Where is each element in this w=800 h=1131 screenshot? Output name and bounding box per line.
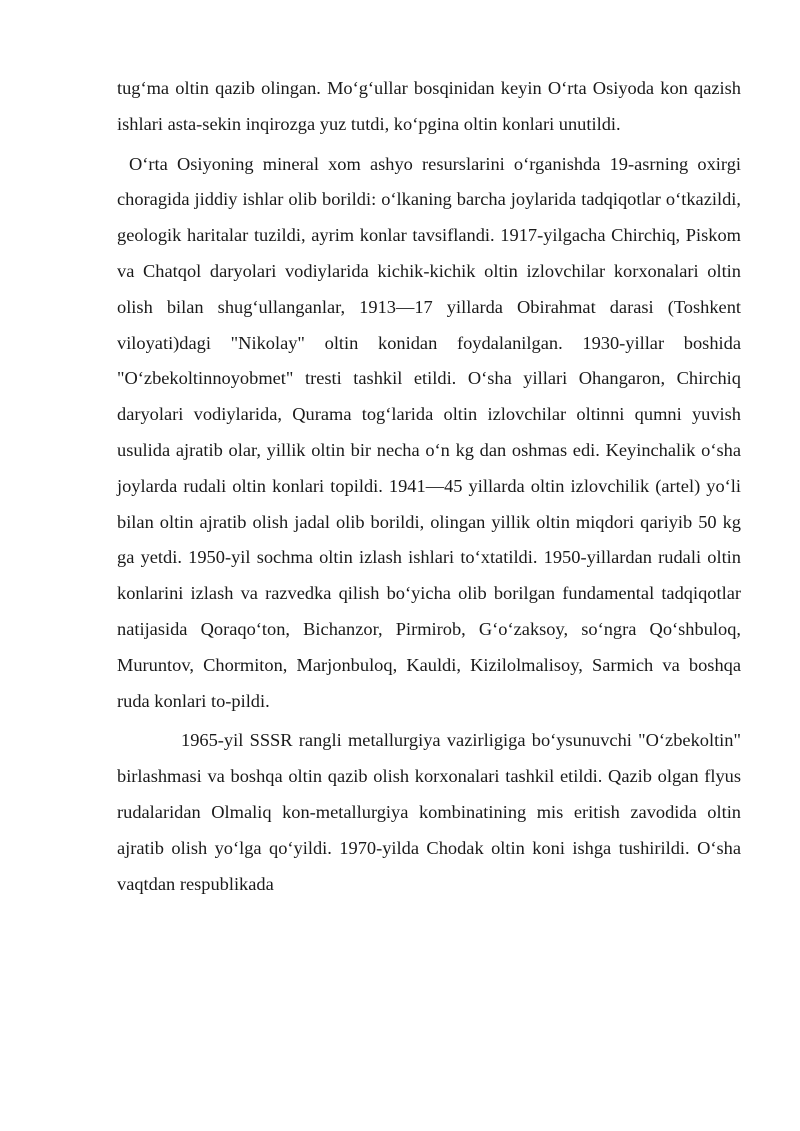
paragraph-mineral-resources: O‘rta Osiyoning mineral xom ashyo resurslarini o‘rganishda 19-asrning oxirgi choragida jiddiy ishlar olib borildi: o‘lkaning barcha joylarida tadqiqotlar o‘tkazildi, geologik haritalar tuzildi, ayrim konlar tavsiflandi. 1917-yilgacha Chirchiq, Piskom va Chatqol daryolari vodiylarida kichik-kichik oltin izlovchilar korxonalari oltin olish bilan shug‘ullanganlar, 1913—17 yillarda Obirahmat darasi (Toshkent viloyati)dagi "Nikolay" oltin konidan foydalanilgan. 1930-yillar boshida "O‘zbekoltinnoyobmet" tresti tashkil etildi. O‘sha yillari Ohangaron, Chirchiq daryolari vodiylarida, Qurama tog‘larida oltin izlovchilar oltinni qumni yuvish usulida ajratib olar, yillik oltin bir necha o‘n kg dan oshmas edi. Keyinchalik o‘sha joylarda rudali oltin konlari topildi. 1941—45 yillarda oltin izlovchilik (artel) yo‘li bilan oltin ajratib olish jadal olib borildi, olingan yillik oltin miqdori qariyib 50 kg ga yetdi. 1950-yil sochma oltin izlash ishlari to‘xtatildi. 1950-yillardan rudali oltin konlarini izlash va razvedka qilish bo‘yicha olib borilgan fundamental tadqiqotlar natijasida Qoraqo‘ton, Bichanzor, Pirmirob, G‘o‘zaksoy, so‘ngra Qo‘shbuloq, Muruntov, Chormiton, Marjonbuloq, Kauldi, Kizilolmalisoy, Sarmich va boshqa ruda konlari to-pildi. (117, 153, 741, 711)
document-page (117, 71, 741, 902)
paragraph-continuation: tug‘ma oltin qazib olingan. Mo‘g‘ullar bosqinidan keyin O‘rta Osiyoda kon qazish ishlari asta-sekin inqirozga yuz tutdi, ko‘pgina oltin konlari unutildi. (117, 78, 741, 134)
paragraph-1965: 1965-yil SSSR rangli metallurgiya vazirligiga bo‘ysunuvchi "O‘zbekoltin" birlashmasi va boshqa oltin qazib olish korxonalari tashkil etildi. Qazib olgan flyus rudalaridan Olmaliq kon-metallurgiya kombinatining mis eritish zavodida oltin ajratib olish yo‘lga qo‘yildi. 1970-yilda Chodak oltin koni ishga tushirildi. O‘sha vaqtdan respublikada (117, 730, 741, 894)
